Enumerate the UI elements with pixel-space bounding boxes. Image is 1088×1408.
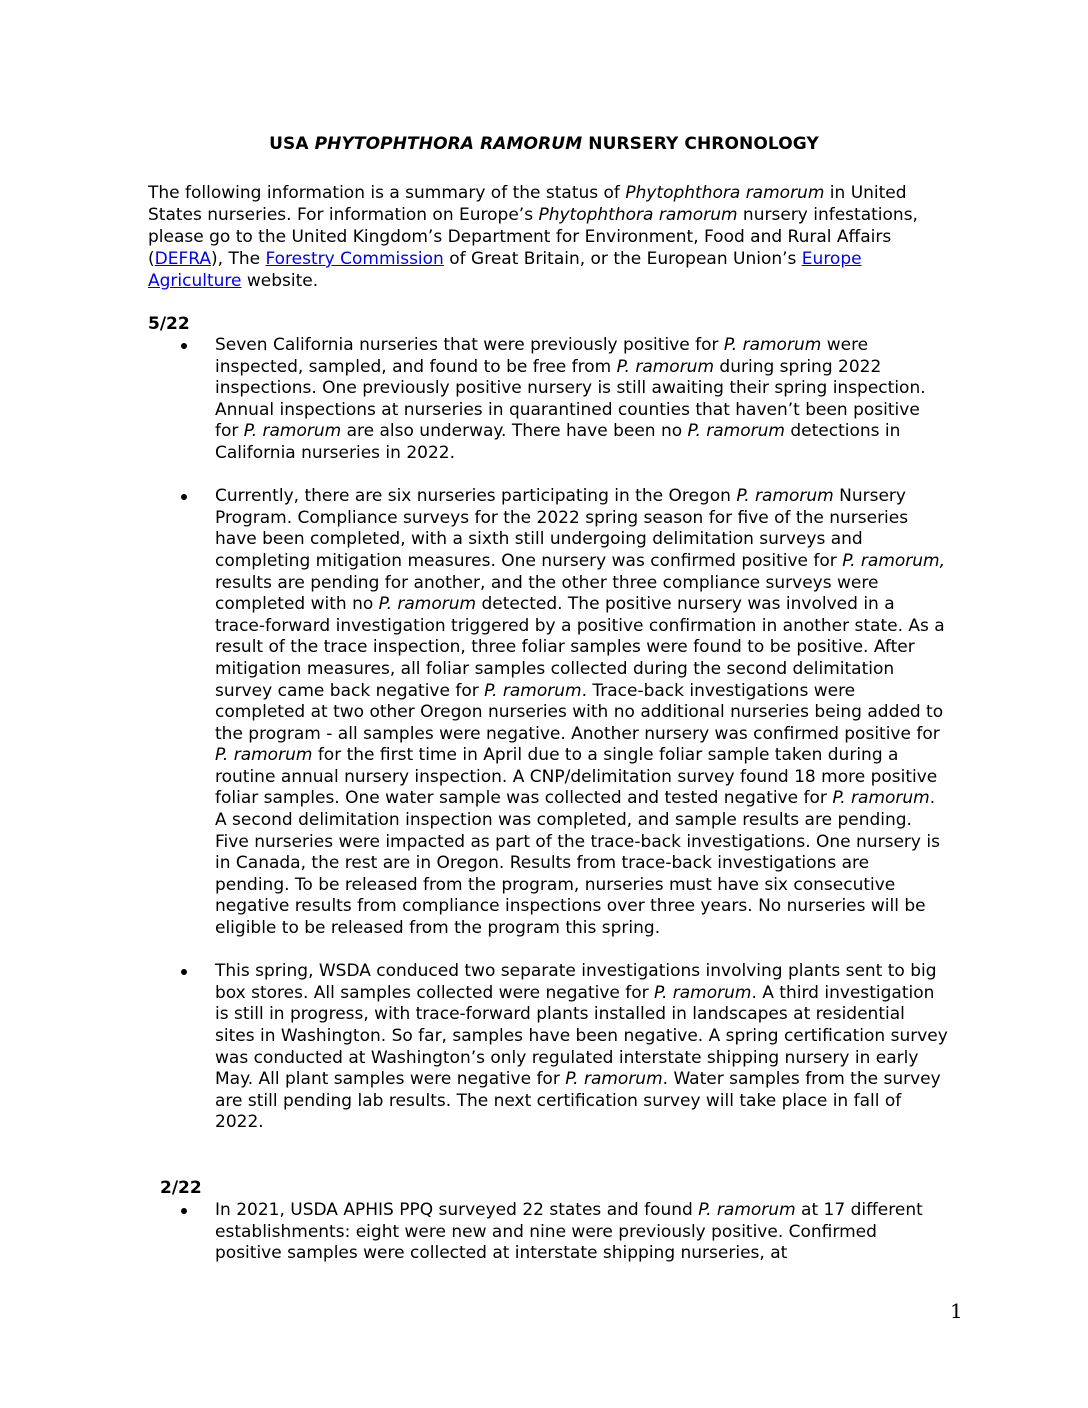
item-text: This spring, WSDA conduced two separate investigations involving plants sent to big box stores. All samples collected were negative for — [215, 961, 937, 1003]
intro-italic: Phytophthora ramorum — [538, 205, 738, 225]
item-italic: P. ramorum — [832, 788, 930, 809]
forestry-commission-link[interactable]: Forestry Commission — [265, 249, 444, 269]
item-italic: P. ramorum — [723, 335, 822, 355]
bullet-icon — [181, 343, 187, 349]
item-italic: P. ramorum — [736, 486, 834, 507]
intro-italic: Phytophthora ramorum — [625, 183, 825, 203]
list-item — [148, 335, 948, 465]
item-text: Nursery Program. Compliance surveys for the 2022 spring season for five of the nurseries have been completed, with a sixth still undergoing delimitation surveys and completing mitigation measures. One nursery was confirmed positive for — [215, 486, 909, 571]
intro-paragraph — [148, 182, 948, 292]
item-italic: P. ramorum — [243, 421, 342, 442]
intro-text: ), The — [211, 249, 266, 269]
section-heading-5-22: 5/22 — [148, 314, 190, 334]
section-heading-2-22: 2/22 — [160, 1178, 202, 1198]
section-5-22-list — [148, 335, 948, 1134]
defra-link[interactable]: DEFRA — [154, 249, 212, 269]
item-text: . A third investigation is still in progress, with trace-forward plants installed in landscapes at residential sites in Washington. So far, samples have been negative. A spring certification survey was conducted at Washington’s only regulated interstate shipping nursery in early May. All plant samples were negative for — [215, 982, 948, 1090]
page-number: 1 — [950, 1299, 963, 1323]
intro-text: nursery infestations, please go to the United Kingdom’s Department for Environment, Food and Rural Affairs ( — [148, 205, 918, 269]
item-text: are also underway. There have been no — [341, 421, 688, 442]
list-item — [148, 961, 948, 1134]
item-text: were inspected, sampled, and found to be free from — [215, 335, 869, 377]
item-italic: P. ramorum — [687, 421, 785, 442]
item-text: In 2021, USDA APHIS PPQ surveyed 22 states and found — [215, 1200, 699, 1220]
item-text: . Trace-back investigations were completed at two other Oregon nurseries with no additional nurseries being added to the program - all samples were negative. Another nursery was confirmed positive for — [215, 680, 944, 744]
item-text: Currently, there are six nurseries participating in the Oregon — [215, 486, 737, 507]
intro-text: in United States nurseries. For information on Europe’s — [148, 183, 907, 225]
item-text: . A second delimitation inspection was completed, and sample results are pending. Five nurseries were impacted as part of the trace-back investigations. One nursery is in Canada, the rest are in Oregon. Results from trace-back investigations are pending. To be released from the program, nurseries must have six consecutive negative results from compliance inspections over three years. No nurseries will be eligible to be released from the program this spring. — [215, 788, 940, 939]
intro-text: of Great Britain, or the European Union’s — [443, 249, 802, 269]
item-text: . Water samples from the survey are still pending lab results. The next certification survey will take place in fall of 2022. — [215, 1069, 941, 1133]
item-text: detected. The positive nursery was involved in a trace-forward investigation triggered by a positive confirmation in another state. As a result of the trace inspection, three foliar samples were found to be positive. After mitigation measures, all foliar samples collected during the second delimitation survey came back negative for — [215, 594, 945, 701]
item-italic: P. ramorum — [698, 1200, 796, 1220]
item-italic: P. ramorum — [616, 356, 715, 377]
document-title — [0, 134, 1088, 154]
item-text: detections in California nurseries in 2022. — [215, 421, 901, 463]
bullet-icon — [181, 1208, 187, 1214]
title-prefix: USA — [269, 134, 315, 154]
item-italic: P. ramorum, — [842, 550, 946, 571]
section-2-22-list — [148, 1200, 948, 1265]
list-item — [148, 1200, 948, 1265]
item-text: at 17 different establishments: eight were new and nine were previously positive. Confirmed positive samples were collected at interstate shipping nurseries, at — [215, 1200, 923, 1264]
europe-agriculture-link[interactable]: Europe Agriculture — [148, 249, 862, 291]
item-italic: P. ramorum — [484, 680, 582, 701]
bullet-icon — [181, 494, 187, 500]
item-italic: P. ramorum — [654, 982, 752, 1003]
item-italic: P. ramorum — [378, 594, 477, 615]
title-suffix: NURSERY CHRONOLOGY — [582, 134, 819, 154]
intro-text: The following information is a summary of the status of — [148, 183, 626, 203]
item-text: for the first time in April due to a single foliar sample taken during a routine annual nursery inspection. A CNP/delimitation survey found 18 more positive foliar samples. One water sample was collected and tested negative for — [215, 745, 938, 809]
bullet-icon — [181, 969, 187, 975]
item-italic: P. ramorum — [215, 745, 313, 766]
intro-text: website. — [241, 271, 319, 291]
list-item — [148, 486, 948, 939]
title-italic: PHYTOPHTHORA RAMORUM — [314, 134, 583, 154]
item-text: results are pending for another, and the other three compliance surveys were completed with no — [215, 572, 879, 615]
item-text: Seven California nurseries that were previously positive for — [215, 335, 724, 355]
item-italic: P. ramorum — [565, 1069, 663, 1090]
item-text: during spring 2022 inspections. One previously positive nursery is still awaiting their spring inspection. Annual inspections at nurseries in quarantined counties that haven’t been positive for — [215, 356, 926, 442]
